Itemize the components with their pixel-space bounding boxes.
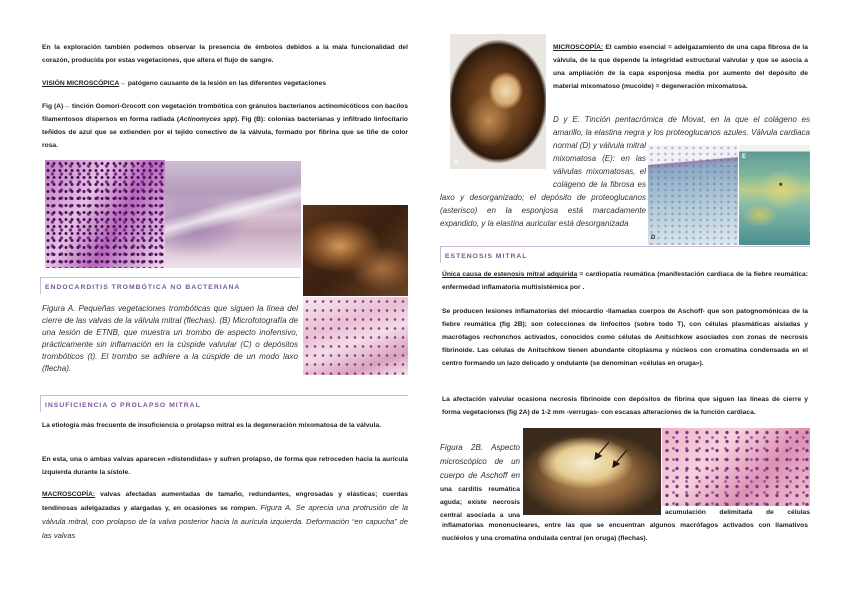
microscopia-label: MICROSCOPÍA: (553, 44, 604, 51)
etnb-micrograph-image (303, 297, 408, 375)
microscopia-text: El cambio esencial = adelgazamiento de una capa fibrosa de la válvula, de la que depende la integridad estructural valvular y que se asocia a una ampliación de la capa esponjosa media por aumento del depósito de material mixomatoso (mucoide) = degeneración mixomatosa. (553, 44, 808, 90)
etiologia-paragraph: La etiología más frecuente de insuficiencia o prolapso mitral es la degeneración mixomatosa de la válvula. (42, 422, 381, 429)
myxomatous-valve-movat-image (739, 145, 810, 245)
fig-ab-paragraph (42, 100, 408, 152)
valvas-paragraph: En esta, una o ambas valvas aparecen «distendidas» y sufren prolapso, de forma que retroceden hacia la aurícula izquierda durante la sístole. (42, 456, 408, 476)
figure-label: A (454, 159, 459, 165)
figure-label: D (651, 235, 656, 241)
macroscopia-label: MACROSCOPÍA: (42, 491, 96, 498)
unica-causa-text: = cardiopatía reumática (manifestación cardiaca de la fiebre reumática: enfermedad inflamatoria multisistémica por . (442, 271, 808, 291)
fig-ab-text-end: ). Fig (B): colonias bacterianas y infiltrado linfocitario teñidos de azul que se extienden por el tejido conectivo de la válvula, formado por fibrina que se tiñe de color rosa. (42, 116, 409, 149)
figure-2b-caption-label: Figura 2B. Aspecto microscópico de un cuerpo de Aschoff en (440, 443, 520, 480)
unica-causa-label: Única causa de estenosis mitral adquirida (442, 271, 578, 278)
movat-caption-text: D y E. Tinción pentacrómica de Movat, en la que el colágeno es amarillo, la elastina negra y los proteoglucanos azules. Válvula cardiaca normal (D) y válvula mitral mixomatosa (E): en las válvulas mixomatosas, el colágeno de la fibrosa es laxo y desorganizado; el depósito de proteoglucanos (asterisco) en la esponjosa está marcadamente expandido, y la elastina auricular está desorganizada (440, 115, 810, 228)
grocott-stain-image (45, 160, 165, 268)
fig-ab-species: Actinomyces spp (179, 116, 235, 123)
figure-2b-text-below: inflamatorias mononucleares, entre las que se encuentran algunos macrófagos activados con llamativos nucléolos y una cromatina ondulada central (en oruga) (flechas). (442, 522, 808, 542)
vision-microscopica-text: → patógeno causante de la lesión en las diferentes vegetaciones (119, 80, 326, 87)
estenosis-heading: ESTENOSIS MITRAL (440, 246, 810, 263)
rheumatic-valve-vegetations-photo (523, 428, 661, 515)
aschoff-body-micrograph (662, 428, 810, 506)
afectacion-paragraph: La afectación valvular ocasiona necrosis fibrinoide con depósitos de fibrina que siguen las líneas de cierre y forma vegetaciones (fig 2A) de 1-2 mm -verrugas- con escasas alteraciones de la función cardiaca. (442, 396, 808, 416)
figure-2b-caption-beside (440, 441, 520, 522)
bacterial-colonies-image (165, 161, 301, 268)
aschoff-paragraph: Se producen lesiones inflamatorias del miocardio -llamadas cuerpos de Aschoff- que son patognomónicas de la fiebre reumática (fig 2B); son colecciones de linfocitos (sobre todo T), con células plasmáticas aisladas y macrófagos rechonchos activados, conocidos como células de Anitschkow asociados con zonas de necrosis fibrinoide. Las células de Anitschkow tienen abundante citoplasma y núcleos con cromatina condensada en el centro formando un lazo delicado y ondulante (se denominan «células en oruga»). (442, 308, 808, 367)
macroscopia-text: valvas afectadas aumentadas de tamaño, redundantes, engrosadas y elásticas; cuerdas tendinosas adelgazadas y alargadas y, en ocasiones se rompen. (42, 491, 408, 512)
emboli-paragraph: En la exploración también podemos observar la presencia de émbolos debidos a la mala funcionalidad del corazón, producida por estas vegetaciones, que altera el flujo de sangre. (42, 44, 408, 64)
float-spacer (440, 113, 553, 179)
figure-a-caption: Figura A. Pequeñas vegetaciones trombóticas que siguen la línea del cierre de las valvas de la válvula mitral (flechas). (B) Microfotografía de una lesión de ETNB, que muestra un trombo de aspecto inofensivo, prácticamente sin inflamación en la cúspide valvular (C) o depósitos trombóticos (t). El trombo se adhiere a la cúspide de un modo laxo (flecha). (42, 304, 298, 373)
figure-2b-text-after-image: acumulación delimitada de células (665, 509, 810, 516)
normal-valve-movat-image (648, 145, 738, 245)
endocarditis-heading: ENDOCARDITIS TROMBÓTICA NO BACTERIANA (40, 277, 300, 294)
microscopia-paragraph (553, 41, 808, 93)
figure-label: E (742, 154, 747, 160)
vision-microscopica-paragraph (42, 77, 408, 90)
etnb-valve-photo (303, 205, 408, 296)
macroscopia-paragraph (42, 488, 408, 543)
arrow-marker-icon (523, 428, 661, 515)
fig-ab-text-start: Fig (A)→ tinción Gomori-Grocott con vegetación trombótica con gránulos bacterianos actinomicóticos con bacilos filamentosos dispersos en forma radiada ( (42, 103, 408, 123)
insuficiencia-heading: INSUFICIENCIA O PROLAPSO MITRAL (40, 395, 408, 412)
asterisk-marker: * (779, 181, 783, 191)
figure-2b-text-beside: una carditis reumática aguda; existe necrosis central asociada a una (440, 486, 520, 519)
unica-causa-paragraph (442, 268, 808, 294)
vision-microscopica-label: VISIÓN MICROSCÓPICA (42, 80, 120, 87)
macroscopia-figure-note: Figura A. Se aprecia una protrusión de la válvula mitral, con prolapso de la valva posterior hacia la aurícula izquierda. Deformación “en capucha” de las valvas (42, 503, 408, 540)
